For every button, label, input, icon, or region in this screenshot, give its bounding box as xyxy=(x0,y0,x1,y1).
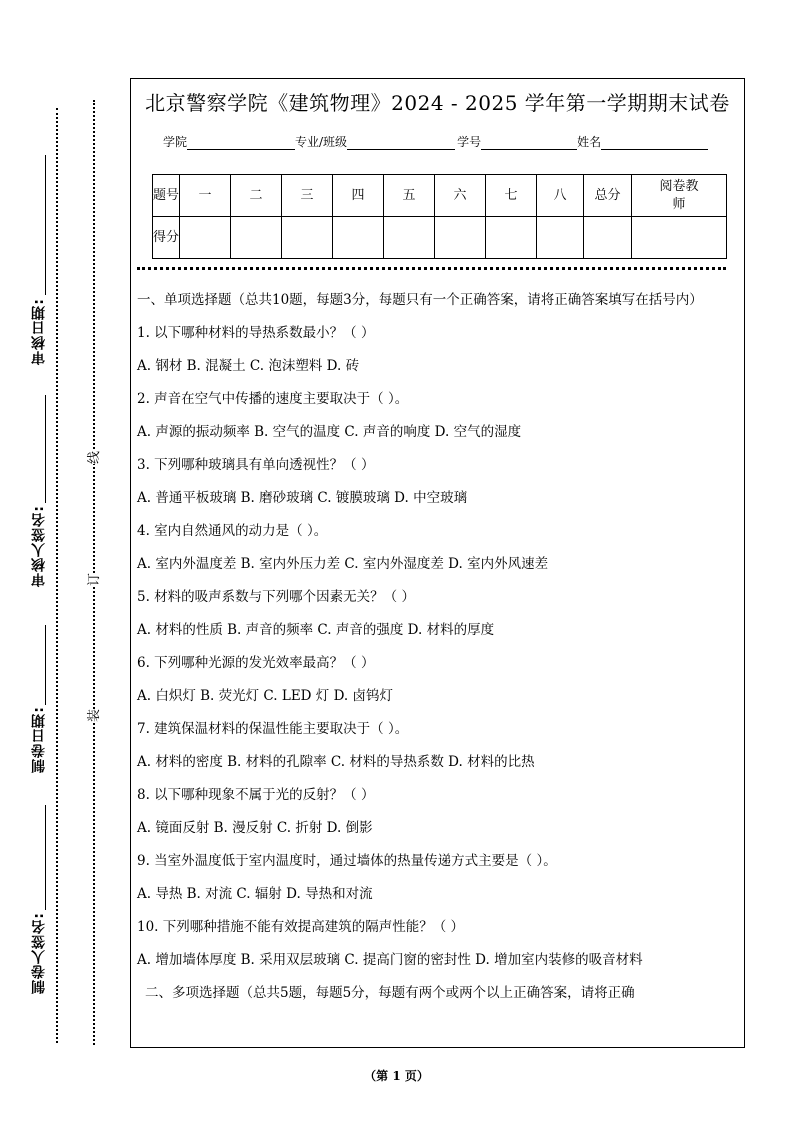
question-stem: 3. 下列哪种玻璃具有单向透视性？（ ） xyxy=(137,457,375,473)
column-header: 四 xyxy=(333,175,384,217)
question-stem: 1. 以下哪种材料的导热系数最小？（ ） xyxy=(137,325,375,341)
exam-date-line xyxy=(45,625,46,705)
column-header: 一 xyxy=(180,175,231,217)
review-date-line xyxy=(45,155,46,295)
question-stem: 6. 下列哪种光源的发光效率最高？（ ） xyxy=(137,655,375,671)
score-cell[interactable] xyxy=(180,217,231,259)
score-cell[interactable] xyxy=(333,217,384,259)
binding-mark-bind: 订 xyxy=(83,573,102,586)
exam-title: 北京警察学院《建筑物理》2024 - 2025 学年第一学期期末试卷 xyxy=(145,91,730,115)
college-label: 学院 xyxy=(163,135,188,149)
column-header: 三 xyxy=(282,175,333,217)
question-stem: 4. 室内自然通风的动力是（ ）。 xyxy=(137,523,328,539)
score-table xyxy=(152,174,727,259)
name-field[interactable] xyxy=(601,136,708,150)
column-header: 七 xyxy=(486,175,537,217)
question-number-label: 题号 xyxy=(153,175,180,217)
reviewer-signature-label: 审核人签名: xyxy=(31,505,47,587)
column-header: 五 xyxy=(384,175,435,217)
question-stem: 2. 声音在空气中传播的速度主要取决于（ ）。 xyxy=(137,391,409,407)
dotted-separator xyxy=(137,267,726,270)
major-class-label: 专业/班级 xyxy=(295,135,348,149)
section1-heading: 一、单项选择题（总共10题，每题3分，每题只有一个正确答案，请将正确答案填写在括号内） xyxy=(137,292,703,308)
student-id-field[interactable] xyxy=(481,136,577,150)
binding-mark-stitch: 装 xyxy=(83,709,102,722)
question-stem: 8. 以下哪种现象不属于光的反射？（ ） xyxy=(137,787,375,803)
score-cell[interactable] xyxy=(384,217,435,259)
question-options: A. 白炽灯 B. 荧光灯 C. LED 灯 D. 卤钨灯 xyxy=(137,688,393,704)
score-cell[interactable] xyxy=(486,217,537,259)
section2-heading: 二、多项选择题（总共5题，每题5分，每题有两个或两个以上正确答案，请将正确 xyxy=(145,985,635,1001)
score-cell[interactable] xyxy=(231,217,282,259)
score-row-label: 得分 xyxy=(153,217,180,259)
question-stem: 5. 材料的吸声系数与下列哪个因素无关？（ ） xyxy=(137,589,415,605)
exam-date-label: 制卷日期: xyxy=(31,706,47,773)
page-number: （第 1 页） xyxy=(364,1069,429,1083)
score-table-header-row xyxy=(153,175,727,217)
exam-maker-signature-label: 制卷人签名: xyxy=(31,912,47,994)
question-options: A. 普通平板玻璃 B. 磨砂玻璃 C. 镀膜玻璃 D. 中空玻璃 xyxy=(137,490,468,506)
binding-dotted-line-outer xyxy=(56,108,58,1043)
question-options: A. 导热 B. 对流 C. 辐射 D. 导热和对流 xyxy=(137,886,373,902)
question-options: A. 材料的性质 B. 声音的频率 C. 声音的强度 D. 材料的厚度 xyxy=(137,622,495,638)
column-header: 六 xyxy=(435,175,486,217)
grader-header: 阅卷教师 xyxy=(632,175,727,217)
question-options: A. 镜面反射 B. 漫反射 C. 折射 D. 倒影 xyxy=(137,820,373,836)
question-options: A. 材料的密度 B. 材料的孔隙率 C. 材料的导热系数 D. 材料的比热 xyxy=(137,754,535,770)
total-score-cell[interactable] xyxy=(584,217,632,259)
name-label: 姓名 xyxy=(577,135,602,149)
college-field[interactable] xyxy=(187,136,295,150)
question-options: A. 增加墙体厚度 B. 采用双层玻璃 C. 提高门窗的密封性 D. 增加室内装修的吸音材料 xyxy=(137,952,643,968)
score-cell[interactable] xyxy=(435,217,486,259)
question-content xyxy=(137,289,739,1004)
student-info-row xyxy=(163,133,708,150)
score-cell[interactable] xyxy=(282,217,333,259)
reviewer-signature-line xyxy=(45,395,46,503)
major-class-field[interactable] xyxy=(347,136,455,150)
review-date-label: 审核日期: xyxy=(31,298,47,365)
score-table-score-row xyxy=(153,217,727,259)
exam-maker-signature-line xyxy=(45,805,46,910)
total-score-header: 总分 xyxy=(584,175,632,217)
column-header: 二 xyxy=(231,175,282,217)
grader-cell[interactable] xyxy=(632,217,727,259)
question-stem: 7. 建筑保温材料的保温性能主要取决于（ ）。 xyxy=(137,721,409,737)
score-cell[interactable] xyxy=(537,217,584,259)
question-options: A. 钢材 B. 混凝土 C. 泡沫塑料 D. 砖 xyxy=(137,358,360,374)
question-stem: 9. 当室外温度低于室内温度时，通过墙体的热量传递方式主要是（ ）。 xyxy=(137,853,557,869)
question-stem: 10. 下列哪种措施不能有效提高建筑的隔声性能？（ ） xyxy=(137,919,465,935)
exam-frame xyxy=(130,78,745,1048)
question-options: A. 声源的振动频率 B. 空气的温度 C. 声音的响度 D. 空气的湿度 xyxy=(137,424,522,440)
column-header: 八 xyxy=(537,175,584,217)
question-options: A. 室内外温度差 B. 室内外压力差 C. 室内外湿度差 D. 室内外风速差 xyxy=(137,556,549,572)
student-id-label: 学号 xyxy=(457,135,482,149)
binding-mark-line: 线 xyxy=(83,451,102,464)
